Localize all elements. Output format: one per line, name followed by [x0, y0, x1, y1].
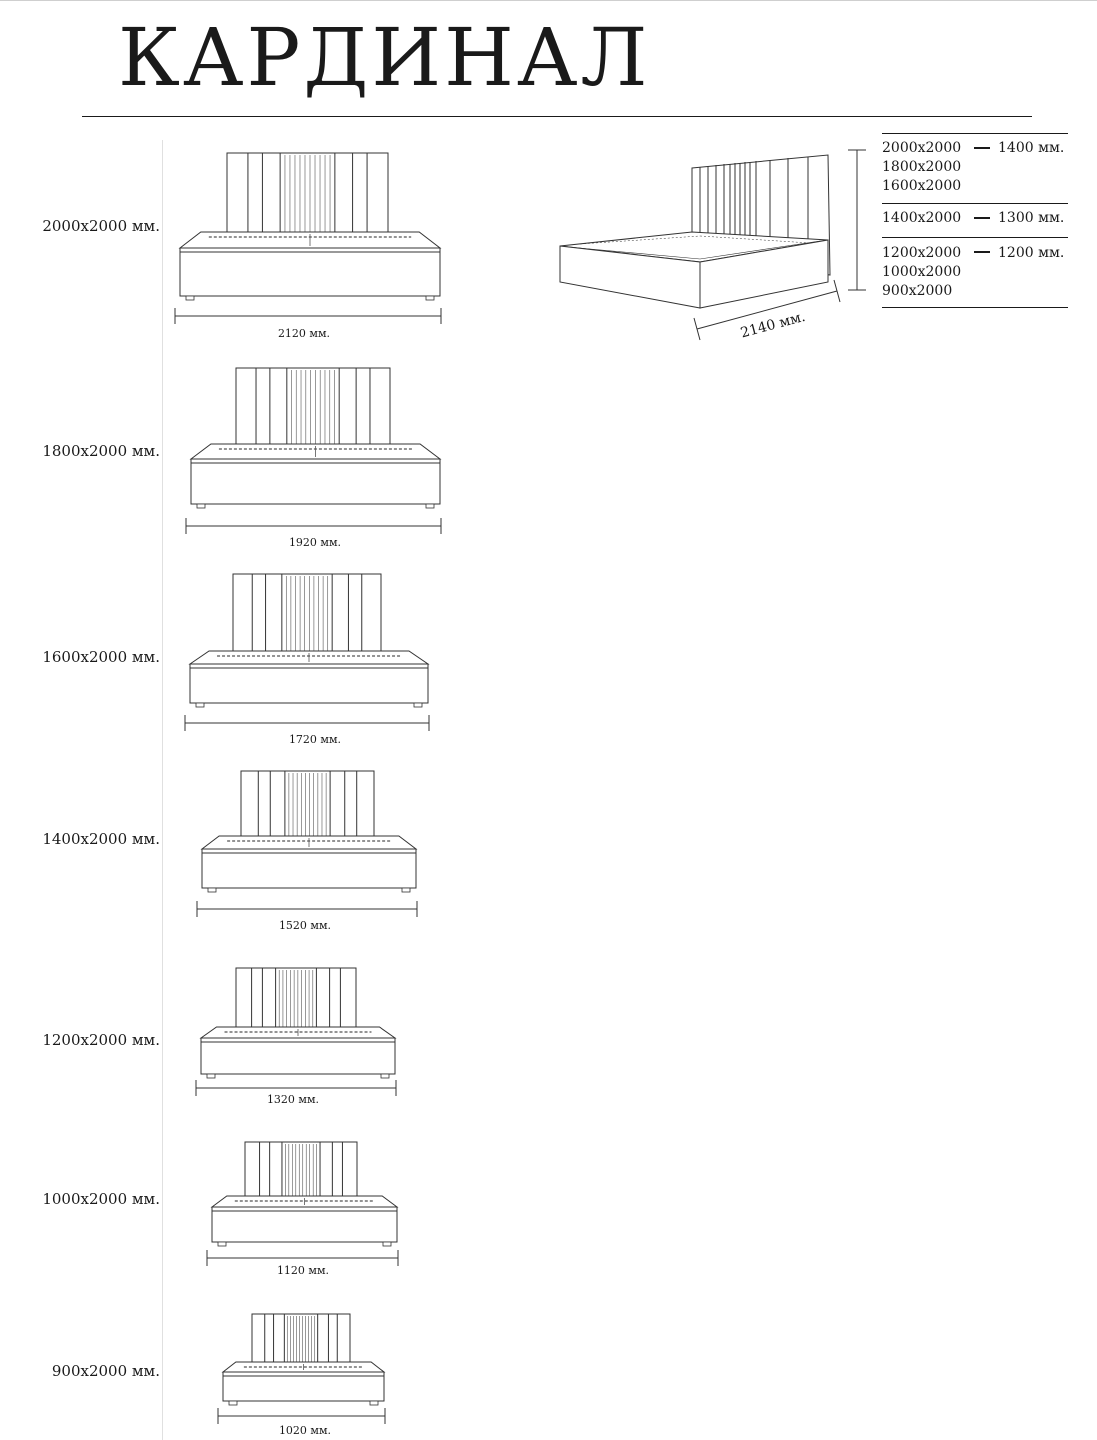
legend-size: 1000x2000: [882, 264, 962, 280]
legend-dash: [974, 147, 990, 149]
size-label-900: 900x2000 мм.: [51, 1362, 160, 1380]
bed-front-1600: [185, 574, 429, 731]
legend-rule-top: [882, 133, 1068, 134]
size-label-1000: 1000x2000 мм.: [42, 1190, 160, 1208]
bed-front-1000: [207, 1142, 398, 1266]
width-label-900: 1020 мм.: [278, 1424, 332, 1437]
bed-front-2000: [175, 153, 441, 324]
legend-size: 1800x2000: [882, 159, 962, 175]
size-label-1600: 1600x2000 мм.: [42, 648, 160, 666]
legend-size: 1200x2000: [882, 245, 962, 261]
bed-front-1400: [197, 771, 417, 917]
width-label-1400: 1520 мм.: [278, 919, 332, 932]
width-label-1600: 1720 мм.: [288, 733, 342, 746]
legend-height: 1200 мм.: [998, 245, 1065, 261]
bed-perspective-view: [560, 150, 866, 340]
legend-rule-bottom: [882, 307, 1068, 308]
size-label-2000: 2000x2000 мм.: [42, 217, 160, 235]
legend-size: 1400x2000: [882, 210, 962, 226]
size-label-1800: 1800x2000 мм.: [42, 442, 160, 460]
legend-height: 1300 мм.: [998, 210, 1065, 226]
legend-dash: [974, 217, 990, 219]
legend-dash: [974, 251, 990, 253]
width-label-2000: 2120 мм.: [277, 327, 331, 340]
size-label-1200: 1200x2000 мм.: [42, 1031, 160, 1049]
legend-rule: [882, 203, 1068, 204]
width-label-1000: 1120 мм.: [276, 1264, 330, 1277]
bed-front-1200: [196, 968, 396, 1096]
legend-rule: [882, 237, 1068, 238]
perspective-length-label: 2140 мм.: [738, 308, 808, 342]
width-label-1200: 1320 мм.: [266, 1093, 320, 1106]
legend-height: 1400 мм.: [998, 140, 1065, 156]
legend-size: 1600x2000: [882, 178, 962, 194]
legend-size: 2000x2000: [882, 140, 962, 156]
size-label-1400: 1400x2000 мм.: [42, 830, 160, 848]
width-label-1800: 1920 мм.: [288, 536, 342, 549]
bed-front-1800: [186, 368, 441, 534]
legend-size: 900x2000: [882, 283, 953, 299]
bed-front-900: [218, 1314, 385, 1424]
page-title: КАРДИНАЛ: [118, 11, 651, 104]
